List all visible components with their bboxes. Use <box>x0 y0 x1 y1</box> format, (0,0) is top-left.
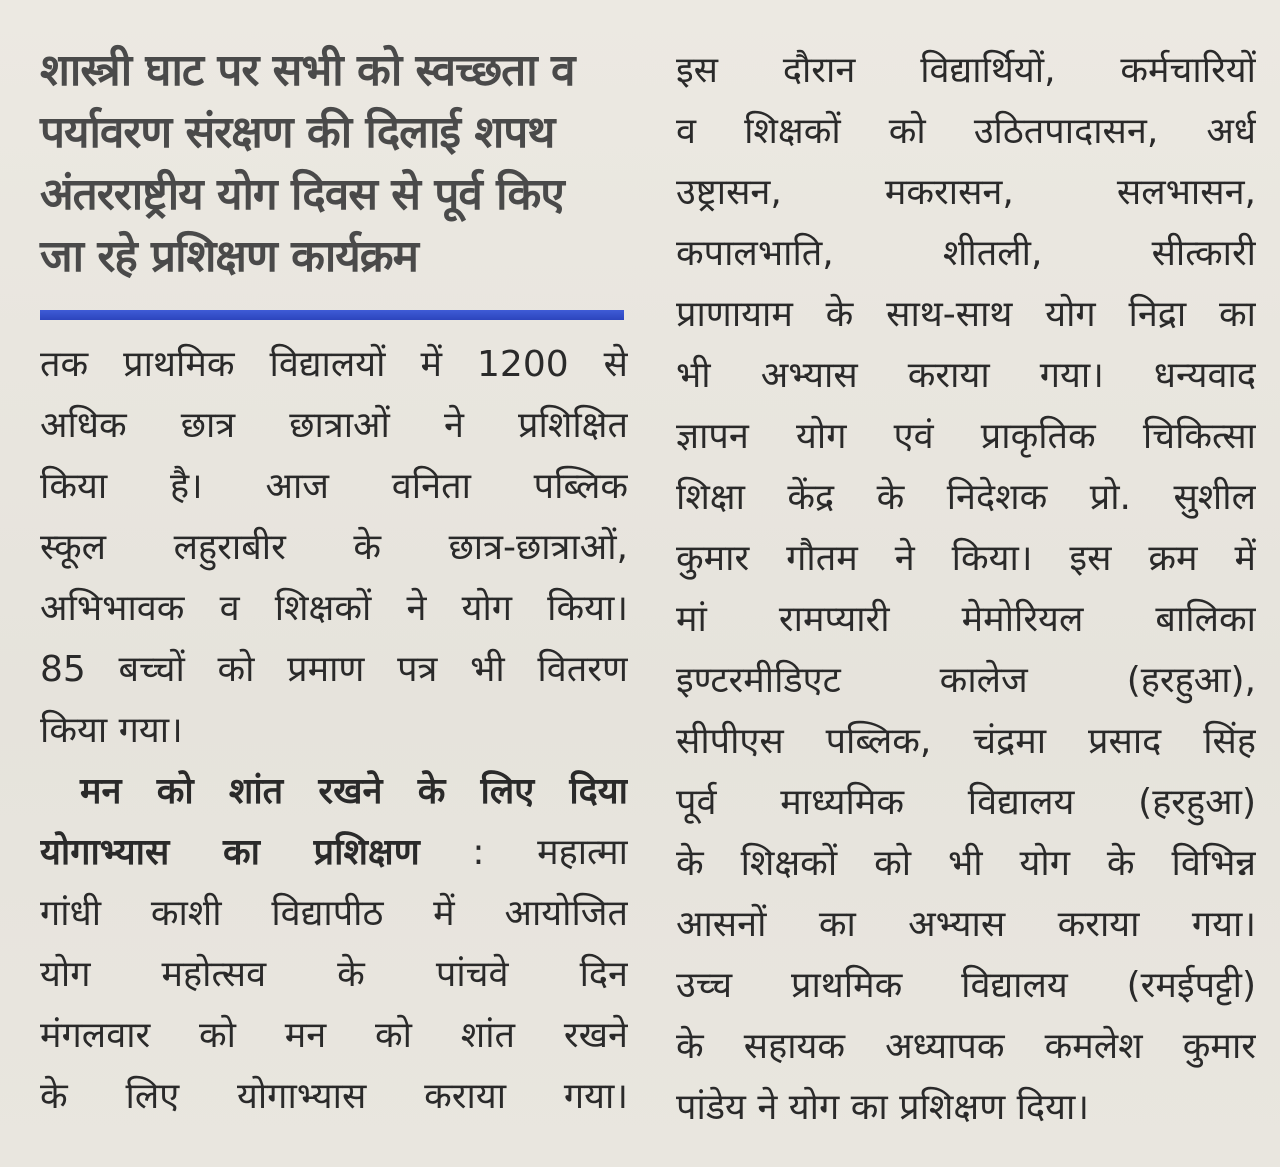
text-line: इस दौरान विद्यार्थियों, कर्मचारियों <box>676 50 1256 91</box>
right-paragraph <box>676 40 1256 1138</box>
headline-line: अंतरराष्ट्रीय योग दिवस से पूर्व किए <box>40 169 564 220</box>
headline-line: पर्यावरण संरक्षण की दिलाई शपथ <box>40 107 555 158</box>
text-line: अभिभावक व शिक्षकों ने योग किया। <box>40 588 628 629</box>
left-paragraph-1 <box>40 334 628 761</box>
text-line: उष्ट्रासन, मकरासन, सलभासन, <box>676 172 1256 213</box>
section-subhead: मन को शांत रखने के लिए दिया <box>80 771 628 812</box>
text-line: के लिए योगाभ्यास कराया गया। <box>40 1076 628 1117</box>
text-line-with-subhead <box>40 822 628 883</box>
text-line: ज्ञापन योग एवं प्राकृतिक चिकित्सा <box>676 416 1256 457</box>
text-line: भी अभ्यास कराया गया। धन्यवाद <box>676 355 1256 396</box>
section-subhead-continued: योगाभ्यास का प्रशिक्षण <box>40 832 420 873</box>
text-line: कुमार गौतम ने किया। इस क्रम में <box>676 538 1256 579</box>
text-fragment: : महात्मा <box>419 832 628 873</box>
text-line: आसनों का अभ्यास कराया गया। <box>676 904 1256 945</box>
text-line: मंगलवार को मन को शांत रखने <box>40 1015 628 1056</box>
text-line: के सहायक अध्यापक कमलेश कुमार <box>676 1026 1256 1067</box>
left-column <box>40 40 628 1127</box>
text-line: 85 बच्चों को प्रमाण पत्र भी वितरण <box>40 649 628 690</box>
text-line: स्कूल लहुराबीर के छात्र-छात्राओं, <box>40 527 628 568</box>
text-line: पूर्व माध्यमिक विद्यालय (हरहुआ) <box>676 782 1256 823</box>
text-line: अधिक छात्र छात्राओं ने प्रशिक्षित <box>40 405 628 446</box>
text-line: किया गया। <box>40 710 183 751</box>
text-line: सीपीएस पब्लिक, चंद्रमा प्रसाद सिंह <box>676 721 1256 762</box>
text-line: कपालभाति, शीतली, सीत्कारी <box>676 233 1256 274</box>
text-line: मां रामप्यारी मेमोरियल बालिका <box>676 599 1256 640</box>
text-line: शिक्षा केंद्र के निदेशक प्रो. सुशील <box>676 477 1256 518</box>
text-line: के शिक्षकों को भी योग के विभिन्न <box>676 843 1256 884</box>
headline <box>40 40 628 288</box>
text-line: इण्टरमीडिएट कालेज (हरहुआ), <box>676 660 1256 701</box>
left-paragraph-2 <box>40 761 628 1127</box>
text-line: व शिक्षकों को उठितपादासन, अर्ध <box>676 111 1256 152</box>
text-line: किया है। आज वनिता पब्लिक <box>40 466 628 507</box>
headline-line: शास्त्री घाट पर सभी को स्वच्छता व <box>40 45 575 96</box>
text-line: प्राणायाम के साथ-साथ योग निद्रा का <box>676 294 1256 335</box>
text-line: योग महोत्सव के पांचवे दिन <box>40 954 628 995</box>
headline-line: जा रहे प्रशिक्षण कार्यक्रम <box>40 231 418 282</box>
right-column <box>676 40 1256 1138</box>
text-line: पांडेय ने योग का प्रशिक्षण दिया। <box>676 1087 1089 1128</box>
text-line: तक प्राथमिक विद्यालयों में 1200 से <box>40 344 628 385</box>
text-line: उच्च प्राथमिक विद्यालय (रमईपट्टी) <box>676 965 1256 1006</box>
text-line: गांधी काशी विद्यापीठ में आयोजित <box>40 893 628 934</box>
headline-divider-rule <box>40 310 624 320</box>
